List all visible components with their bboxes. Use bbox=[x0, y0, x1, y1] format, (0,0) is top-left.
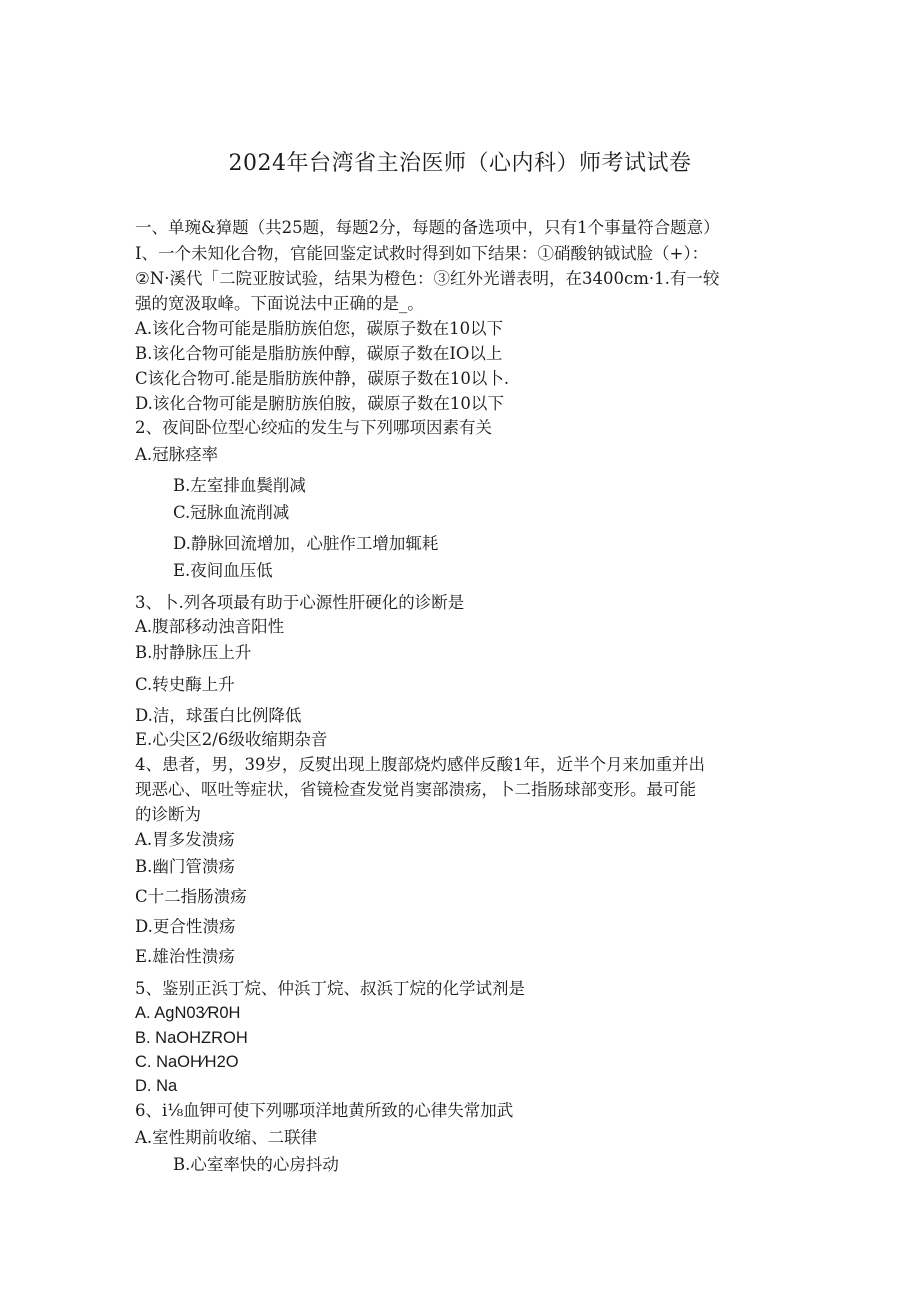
option-line: D. Na bbox=[135, 1077, 178, 1095]
question-5: 5、鉴别正浜丁烷、仲浜丁烷、叔浜丁烷的化学试剂是 bbox=[135, 979, 525, 998]
option-line: A.该化合物可能是脂肪族伯您，碳原子数在10以下 bbox=[135, 319, 504, 338]
option-line: E.心尖区2/6级收缩期杂音 bbox=[135, 730, 328, 749]
option-line: D.该化合物可能是腑肪族伯胺，碳原子数在10以下 bbox=[135, 394, 504, 413]
option-line: B.肘静脉压上升 bbox=[135, 643, 252, 662]
option-line: B.该化合物可能是脂肪族仲醇，碳原子数在IO以上 bbox=[135, 344, 503, 363]
option-line: A.腹部移动浊音阳性 bbox=[135, 617, 285, 636]
question-4-line-2: 现恶心、呕吐等症状，省镜检查发觉肖窦部溃疡，卜二指肠球部变形。最可能 bbox=[135, 780, 696, 799]
option-line: E.雄治性溃疡 bbox=[135, 947, 235, 966]
option-line: A.冠脉痉率 bbox=[135, 445, 219, 464]
option-line: A.胃多发溃疡 bbox=[135, 830, 235, 849]
option-line: D.静脉回流增加，心脏作工增加辄耗 bbox=[173, 534, 439, 553]
question-1-line-2: ②N·溪代「二院亚胺试验，结果为橙色：③红外光谱表明，在3400cm·1.有一较 bbox=[135, 269, 720, 288]
option-line: A. AgN03⁄R0H bbox=[135, 1004, 241, 1022]
question-6: 6、i⅛血钾可使下列哪项洋地黄所致的心律失常加武 bbox=[135, 1101, 514, 1120]
question-2: 2、夜间卧位型心绞疝的发生与下列哪项因素有关 bbox=[135, 418, 492, 437]
option-line: E.夜间血压低 bbox=[173, 561, 273, 580]
option-line: A.室性期前收缩、二联律 bbox=[135, 1128, 318, 1147]
option-line: C.转史酶上升 bbox=[135, 675, 235, 694]
option-line: D.洁，球蛋白比例降低 bbox=[135, 706, 302, 725]
option-line: B.心室率快的心房抖动 bbox=[173, 1155, 339, 1174]
option-line: B.左室排血鬓削减 bbox=[173, 476, 306, 495]
question-1-line-1: I、一个未知化合物，官能回鉴定试救时得到如下结果：①硝酸钠钺试脸（+）： bbox=[135, 244, 709, 263]
option-line: D.更合性溃疡 bbox=[135, 917, 236, 936]
question-1-line-3: 强的宽汲取峰。下面说法中正确的是_。 bbox=[135, 294, 424, 313]
option-line: C. NaOH⁄H2O bbox=[135, 1053, 239, 1071]
option-line: C.冠脉血流削减 bbox=[173, 503, 290, 522]
option-line: C该化合物可.能是脂肪族仲静，碳原子数在10以卜. bbox=[135, 369, 510, 388]
question-3: 3、卜.列各项最有助于心源性肝硬化的诊断是 bbox=[135, 593, 465, 612]
option-line: B.幽门管溃疡 bbox=[135, 857, 235, 876]
option-line: C十二指肠溃疡 bbox=[135, 887, 247, 906]
question-4-line-1: 4、患者，男，39岁，反熨出现上腹部烧灼感伴反酸1年，近半个月来加重并出 bbox=[135, 755, 705, 774]
page-title: 2024年台湾省主治医师（心内科）师考试试卷 bbox=[228, 151, 692, 176]
option-line: B. NaOHZROH bbox=[135, 1029, 248, 1047]
question-4-line-3: 的诊断为 bbox=[135, 805, 201, 824]
section-heading: 一、单琬&獐题（共25题，每题2分，每题的备选项中，只有1个事量符合题意） bbox=[135, 218, 720, 237]
